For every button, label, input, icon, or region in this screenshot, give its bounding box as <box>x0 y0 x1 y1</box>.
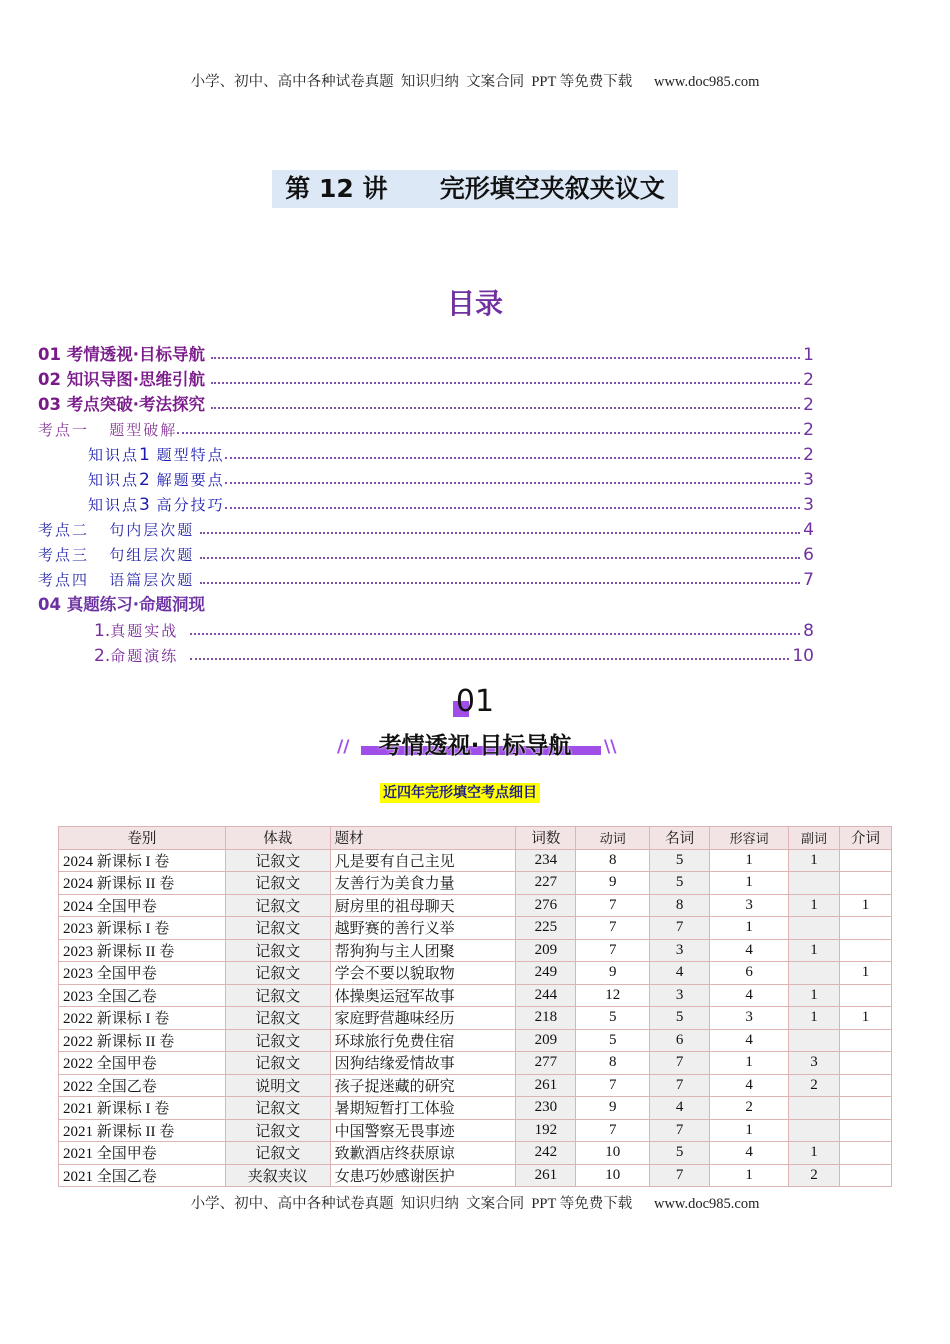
table-cell: 2023 全国甲卷 <box>59 962 226 985</box>
table-cell: 2021 新课标 II 卷 <box>59 1119 226 1142</box>
table-cell: 记叙文 <box>225 939 330 962</box>
table-cell: 276 <box>516 894 576 917</box>
toc-page-number: 6 <box>803 545 814 565</box>
table-cell: 1 <box>710 872 789 895</box>
table-cell <box>789 872 840 895</box>
table-cell: 2 <box>710 1097 789 1120</box>
table-cell: 记叙文 <box>225 1007 330 1030</box>
col-header: 词数 <box>516 827 576 850</box>
table-cell: 1 <box>789 894 840 917</box>
table-cell: 261 <box>516 1164 576 1187</box>
table-cell: 5 <box>650 849 710 872</box>
toc-leader <box>225 457 801 459</box>
table-cell: 记叙文 <box>225 962 330 985</box>
table-cell: 8 <box>576 849 650 872</box>
col-header: 副词 <box>789 827 840 850</box>
table-cell: 家庭野营趣味经历 <box>330 1007 516 1030</box>
table-cell <box>839 849 891 872</box>
toc-item-label: 02 知识导图·思维引航 <box>38 370 205 389</box>
toc-page-number: 10 <box>792 646 814 666</box>
table-cell: 越野赛的善行义举 <box>330 917 516 940</box>
table-cell <box>789 1097 840 1120</box>
table-cell: 2023 新课标 II 卷 <box>59 939 226 962</box>
toc-leader <box>200 557 800 559</box>
table-cell: 8 <box>576 1052 650 1075</box>
table-cell: 244 <box>516 984 576 1007</box>
table-cell: 7 <box>650 917 710 940</box>
table-cell: 8 <box>650 894 710 917</box>
toc-page-number: 2 <box>803 370 814 390</box>
table-cell: 2 <box>789 1074 840 1097</box>
table-cell: 女患巧妙感谢医护 <box>330 1164 516 1187</box>
table-cell: 230 <box>516 1097 576 1120</box>
toc-leader <box>200 532 800 534</box>
table-cell: 1 <box>789 984 840 1007</box>
toc-leader <box>225 482 801 484</box>
table-cell: 7 <box>576 939 650 962</box>
toc-leader <box>225 507 801 509</box>
table-cell: 192 <box>516 1119 576 1142</box>
table-row <box>59 917 892 940</box>
table-cell: 5 <box>576 1029 650 1052</box>
table-cell: 1 <box>710 917 789 940</box>
table-cell: 厨房里的祖母聊天 <box>330 894 516 917</box>
table-row <box>59 1164 892 1187</box>
right-slash-decoration: \\ <box>604 737 617 757</box>
table-cell: 7 <box>576 894 650 917</box>
toc-leader <box>190 658 789 660</box>
table-row <box>59 1029 892 1052</box>
toc-page-number: 8 <box>803 621 814 641</box>
table-cell: 3 <box>650 984 710 1007</box>
table-cell: 2022 全国甲卷 <box>59 1052 226 1075</box>
table-cell <box>839 1029 891 1052</box>
toc-item[interactable] <box>38 390 814 415</box>
table-cell: 1 <box>710 849 789 872</box>
table-cell: 7 <box>650 1119 710 1142</box>
table-cell <box>839 984 891 1007</box>
section-number: 01 <box>455 684 495 719</box>
toc-item-label: 知识点3 高分技巧 <box>88 495 225 515</box>
table-cell: 致歉酒店终获原谅 <box>330 1142 516 1165</box>
section-title: 考情透视·目标导航 <box>378 733 572 759</box>
toc-leader <box>200 582 800 584</box>
toc-item[interactable] <box>38 590 814 615</box>
table-cell: 1 <box>710 1052 789 1075</box>
toc-item-label: 考点一 题型破解 <box>38 421 178 439</box>
toc-page-number: 7 <box>803 570 814 590</box>
table-cell: 帮狗狗与主人团聚 <box>330 939 516 962</box>
col-header: 介词 <box>839 827 891 850</box>
table-cell: 1 <box>789 1007 840 1030</box>
toc-item[interactable] <box>38 540 814 565</box>
table-row <box>59 1097 892 1120</box>
toc-item-label: 考点二 句内层次题 <box>38 521 195 539</box>
table-cell: 1 <box>710 1164 789 1187</box>
toc-page-number: 3 <box>803 470 814 490</box>
table-cell: 2024 全国甲卷 <box>59 894 226 917</box>
toc-item-label: 03 考点突破·考法探究 <box>38 395 205 414</box>
table-cell: 夹叙夹议 <box>225 1164 330 1187</box>
table-cell: 5 <box>576 1007 650 1030</box>
table-cell <box>789 1119 840 1142</box>
table-row <box>59 1074 892 1097</box>
toc-leader <box>211 407 800 409</box>
table-cell: 7 <box>576 1074 650 1097</box>
footer-watermark: 小学、初中、高中各种试卷真题 知识归纳 文案合同 PPT 等免费下载 www.doc985.com <box>190 1196 760 1212</box>
table-cell: 2024 新课标 II 卷 <box>59 872 226 895</box>
table-cell: 242 <box>516 1142 576 1165</box>
toc-item[interactable] <box>38 415 814 440</box>
toc-leader <box>190 633 800 635</box>
table-cell: 234 <box>516 849 576 872</box>
table-cell <box>839 1097 891 1120</box>
table-cell: 12 <box>576 984 650 1007</box>
table-cell: 2021 新课标 I 卷 <box>59 1097 226 1120</box>
table-cell: 2022 新课标 II 卷 <box>59 1029 226 1052</box>
table-cell: 2024 新课标 I 卷 <box>59 849 226 872</box>
col-header: 名词 <box>650 827 710 850</box>
toc-page-number: 2 <box>803 395 814 415</box>
toc-item[interactable] <box>88 490 814 515</box>
table-cell: 中国警察无畏事迹 <box>330 1119 516 1142</box>
table-cell: 记叙文 <box>225 872 330 895</box>
table-cell: 10 <box>576 1164 650 1187</box>
table-cell: 环球旅行免费住宿 <box>330 1029 516 1052</box>
toc-leader <box>211 382 800 384</box>
col-header: 卷别 <box>59 827 226 850</box>
table-cell: 1 <box>710 1119 789 1142</box>
table-cell: 记叙文 <box>225 984 330 1007</box>
exam-points-table <box>58 826 892 1187</box>
table-cell: 记叙文 <box>225 1119 330 1142</box>
table-cell: 209 <box>516 939 576 962</box>
table-cell: 5 <box>650 872 710 895</box>
table-cell: 记叙文 <box>225 1142 330 1165</box>
table-cell: 10 <box>576 1142 650 1165</box>
table-cell <box>839 917 891 940</box>
table-cell: 4 <box>710 1074 789 1097</box>
table-cell: 249 <box>516 962 576 985</box>
toc-item-label: 考点三 句组层次题 <box>38 546 195 564</box>
table-row <box>59 1142 892 1165</box>
toc-item[interactable] <box>38 565 814 590</box>
toc-item[interactable] <box>88 465 814 490</box>
table-cell: 9 <box>576 872 650 895</box>
toc-item[interactable] <box>38 515 814 540</box>
table-cell: 2021 全国乙卷 <box>59 1164 226 1187</box>
table-cell: 因狗结缘爱情故事 <box>330 1052 516 1075</box>
toc-item-label: 1.真题实战 <box>94 621 179 641</box>
table-cell <box>789 1029 840 1052</box>
table-cell: 7 <box>650 1052 710 1075</box>
toc-item-label: 知识点2 解题要点 <box>88 470 225 490</box>
table-row <box>59 962 892 985</box>
toc-page-number: 3 <box>803 495 814 515</box>
table-cell: 学会不要以貌取物 <box>330 962 516 985</box>
toc-leader <box>211 357 800 359</box>
table-cell: 1 <box>789 939 840 962</box>
table-cell: 2023 全国乙卷 <box>59 984 226 1007</box>
toc-item-label: 知识点1 题型特点 <box>88 445 225 465</box>
table-cell: 218 <box>516 1007 576 1030</box>
table-cell: 209 <box>516 1029 576 1052</box>
toc-page-number: 2 <box>803 445 814 465</box>
table-row <box>59 939 892 962</box>
table-cell <box>839 1119 891 1142</box>
table-cell: 227 <box>516 872 576 895</box>
table-cell: 5 <box>650 1142 710 1165</box>
table-cell: 6 <box>650 1029 710 1052</box>
table-row <box>59 849 892 872</box>
table-row <box>59 1119 892 1142</box>
toc-item[interactable] <box>38 365 814 390</box>
table-cell: 1 <box>789 849 840 872</box>
table-cell: 友善行为美食力量 <box>330 872 516 895</box>
toc-leader <box>177 432 800 434</box>
toc-page-number: 4 <box>803 520 814 540</box>
table-cell: 3 <box>710 1007 789 1030</box>
table-cell: 4 <box>710 939 789 962</box>
table-row <box>59 984 892 1007</box>
table-cell <box>839 939 891 962</box>
table-cell <box>839 1142 891 1165</box>
table-row <box>59 1052 892 1075</box>
table-row <box>59 1007 892 1030</box>
table-cell: 1 <box>789 1142 840 1165</box>
page-title: 第 12 讲 完形填空夹叙夹议文 <box>285 174 665 203</box>
toc-page-number: 1 <box>803 345 814 365</box>
table-cell: 9 <box>576 962 650 985</box>
toc-item[interactable] <box>38 340 814 365</box>
table-row <box>59 872 892 895</box>
table-cell: 6 <box>710 962 789 985</box>
table-cell: 4 <box>710 1029 789 1052</box>
table-row <box>59 894 892 917</box>
table-cell: 孩子捉迷藏的研究 <box>330 1074 516 1097</box>
toc-heading: 目录 <box>446 287 503 320</box>
table-cell: 9 <box>576 1097 650 1120</box>
table-cell: 2021 全国甲卷 <box>59 1142 226 1165</box>
table-cell: 1 <box>839 894 891 917</box>
table-cell: 记叙文 <box>225 917 330 940</box>
table-cell: 暑期短暂打工体验 <box>330 1097 516 1120</box>
toc-item[interactable] <box>94 641 814 666</box>
table-cell: 1 <box>839 1007 891 1030</box>
table-cell <box>789 917 840 940</box>
table-cell: 7 <box>576 1119 650 1142</box>
table-cell: 3 <box>650 939 710 962</box>
col-header: 动词 <box>576 827 650 850</box>
table-cell <box>839 1074 891 1097</box>
toc-item[interactable] <box>88 440 814 465</box>
table-cell: 2022 全国乙卷 <box>59 1074 226 1097</box>
table-cell: 225 <box>516 917 576 940</box>
table-cell <box>839 1164 891 1187</box>
toc-page-number: 2 <box>803 420 814 440</box>
table-cell: 记叙文 <box>225 894 330 917</box>
table-cell: 2 <box>789 1164 840 1187</box>
table-cell: 5 <box>650 1007 710 1030</box>
toc-item-label: 01 考情透视·目标导航 <box>38 345 205 364</box>
table-cell: 277 <box>516 1052 576 1075</box>
table-cell: 7 <box>650 1074 710 1097</box>
table-cell: 记叙文 <box>225 1029 330 1052</box>
table-cell: 3 <box>710 894 789 917</box>
table-cell: 2022 新课标 I 卷 <box>59 1007 226 1030</box>
table-cell: 记叙文 <box>225 849 330 872</box>
table-cell <box>839 1052 891 1075</box>
table-cell: 4 <box>650 962 710 985</box>
table-cell: 记叙文 <box>225 1097 330 1120</box>
table-cell: 7 <box>650 1164 710 1187</box>
table-cell: 4 <box>710 1142 789 1165</box>
table-caption: 近四年完形填空考点细目 <box>380 783 540 803</box>
table-cell: 1 <box>839 962 891 985</box>
table-cell: 261 <box>516 1074 576 1097</box>
table-header-row <box>59 827 892 850</box>
table-cell: 体操奥运冠军故事 <box>330 984 516 1007</box>
toc-item[interactable] <box>94 616 814 641</box>
col-header: 题材 <box>330 827 516 850</box>
table-cell: 4 <box>650 1097 710 1120</box>
left-slash-decoration: // <box>337 737 350 757</box>
header-watermark: 小学、初中、高中各种试卷真题 知识归纳 文案合同 PPT 等免费下载 www.doc985.com <box>190 74 760 90</box>
col-header: 体裁 <box>225 827 330 850</box>
table-cell: 2023 新课标 I 卷 <box>59 917 226 940</box>
table-cell: 记叙文 <box>225 1052 330 1075</box>
table-cell: 凡是要有自己主见 <box>330 849 516 872</box>
table-cell: 7 <box>576 917 650 940</box>
table-cell <box>789 962 840 985</box>
table-cell: 4 <box>710 984 789 1007</box>
toc-item-label: 04 真题练习·命题洞现 <box>38 595 205 614</box>
table-cell: 3 <box>789 1052 840 1075</box>
toc-item-label: 2.命题演练 <box>94 646 179 666</box>
table-cell <box>839 872 891 895</box>
toc-item-label: 考点四 语篇层次题 <box>38 571 195 589</box>
table-cell: 说明文 <box>225 1074 330 1097</box>
col-header: 形容词 <box>710 827 789 850</box>
